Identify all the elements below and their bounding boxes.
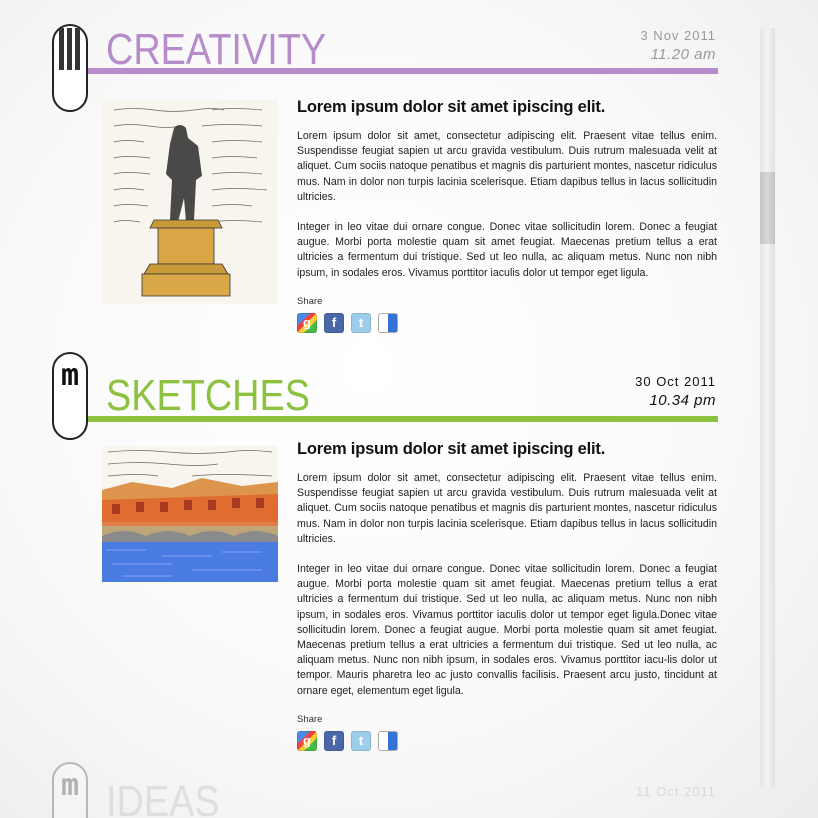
post-title[interactable]: CREATIVITY — [106, 25, 327, 74]
m-icon: m — [52, 352, 88, 440]
post-date: 11 Oct 2011 — [636, 784, 716, 799]
twitter-icon[interactable]: t — [351, 313, 371, 333]
post-ideas — [52, 762, 718, 818]
post-paragraph: Lorem ipsum dolor sit amet, consectetur adipiscing elit. Praesent vitae tellus enim. Suspendisse feugiat sapien ut arcu gravida vestibulum. Duis rutrum malesuada velit at aliquet. Cum sociis natoque penatibus et magnis dis parturient montes, nascetur ridiculus mus. Nam in dolor non turpis lacinia scelerisque. Etiam dapibus tellus in lacus sollicitudin ultricies. — [297, 472, 717, 545]
google-icon[interactable]: g — [297, 313, 317, 333]
post-header — [52, 352, 718, 420]
post-content — [297, 440, 717, 753]
post-paragraph: Lorem ipsum dolor sit amet, consectetur adipiscing elit. Praesent vitae tellus enim. Suspendisse feugiat sapien ut arcu gravida vestibulum. Duis rutrum malesuada velit at aliquet. Cum sociis natoque penatibus et magnis dis parturient montes, nascetur ridiculus mus. Nam in dolor non turpis lacinia scelerisque. Etiam dapibus tellus in lacus sollicitudin ultricies. — [297, 130, 717, 203]
post-headline[interactable]: Lorem ipsum dolor sit amet ipiscing elit. — [297, 440, 606, 458]
m-icon: m — [52, 762, 88, 818]
google-icon[interactable]: g — [297, 731, 317, 751]
statue-sketch-image[interactable] — [102, 100, 278, 304]
twitter-icon[interactable]: t — [351, 731, 371, 751]
post-content — [297, 98, 717, 335]
post-header — [52, 24, 718, 80]
share-label: Share — [297, 713, 323, 725]
post-paragraph: Integer in leo vitae dui ornare congue. Donec vitae sollicitudin lorem. Donec a feugiat augue. Morbi porta molestie quam sit amet feugiat. Maecenas pretium tellus a erat ultricies a fermentum dui tristique. Sed ut leo nulla, ac aliquam metus. Nunc non nibh ipsum, in sodales eros. Vivamus porttitor iaculis dolor ut tempor eget ligula. — [297, 221, 717, 279]
scrollbar-thumb[interactable] — [760, 172, 775, 244]
post-title[interactable]: SKETCHES — [106, 371, 310, 420]
post-time: 10.34 pm — [649, 392, 716, 409]
post-paragraph: Integer in leo vitae dui ornare congue. Donec vitae sollicitudin lorem. Donec a feugiat augue. Morbi porta molestie quam sit amet feugiat. Maecenas pretium tellus a erat ultricies a fermentum dui tristique. Sed ut leo nulla, ac aliquam metus. Nunc non nibh ipsum, in sodales eros. Vivamus porttitor iaculis dolor ut tempor eget ligula.Donec vitae sollicitudin lorem. Donec a feugiat augue. Morbi porta molestie quam sit amet feugiat. Maecenas pretium tellus a erat ultricies a fermentum dui tristique. Sed ut leo nulla, ac aliquam metus. Nunc non nibh ipsum, in sodales eros. Vivamus porttitor iacu-lis dolor ut tempor. Mauris pharetra leo ac justo convallis facilisis. Praesent arcu justo, tincidunt at ornare eget, elementum eget ligula. — [297, 563, 717, 697]
post-header — [52, 762, 718, 818]
delicious-icon[interactable] — [378, 731, 398, 751]
post-creativity — [52, 24, 718, 330]
facebook-icon[interactable]: f — [324, 731, 344, 751]
post-date: 30 Oct 2011 — [635, 374, 716, 389]
post-datetime — [636, 784, 716, 799]
bridge-sketch-image[interactable] — [102, 446, 278, 582]
post-datetime — [635, 374, 716, 409]
scrollbar[interactable] — [760, 28, 775, 788]
post-datetime — [640, 28, 716, 63]
share-row — [297, 313, 717, 335]
post-date: 3 Nov 2011 — [640, 28, 716, 43]
facebook-icon[interactable]: f — [324, 313, 344, 333]
post-headline[interactable]: Lorem ipsum dolor sit amet ipiscing elit. — [297, 98, 606, 116]
post-sketches — [52, 352, 718, 748]
share-label: Share — [297, 295, 323, 307]
bars-icon — [52, 24, 88, 112]
delicious-icon[interactable] — [378, 313, 398, 333]
post-time: 11.20 am — [650, 46, 716, 63]
post-title[interactable]: IDEAS — [106, 777, 220, 818]
share-row — [297, 731, 717, 753]
